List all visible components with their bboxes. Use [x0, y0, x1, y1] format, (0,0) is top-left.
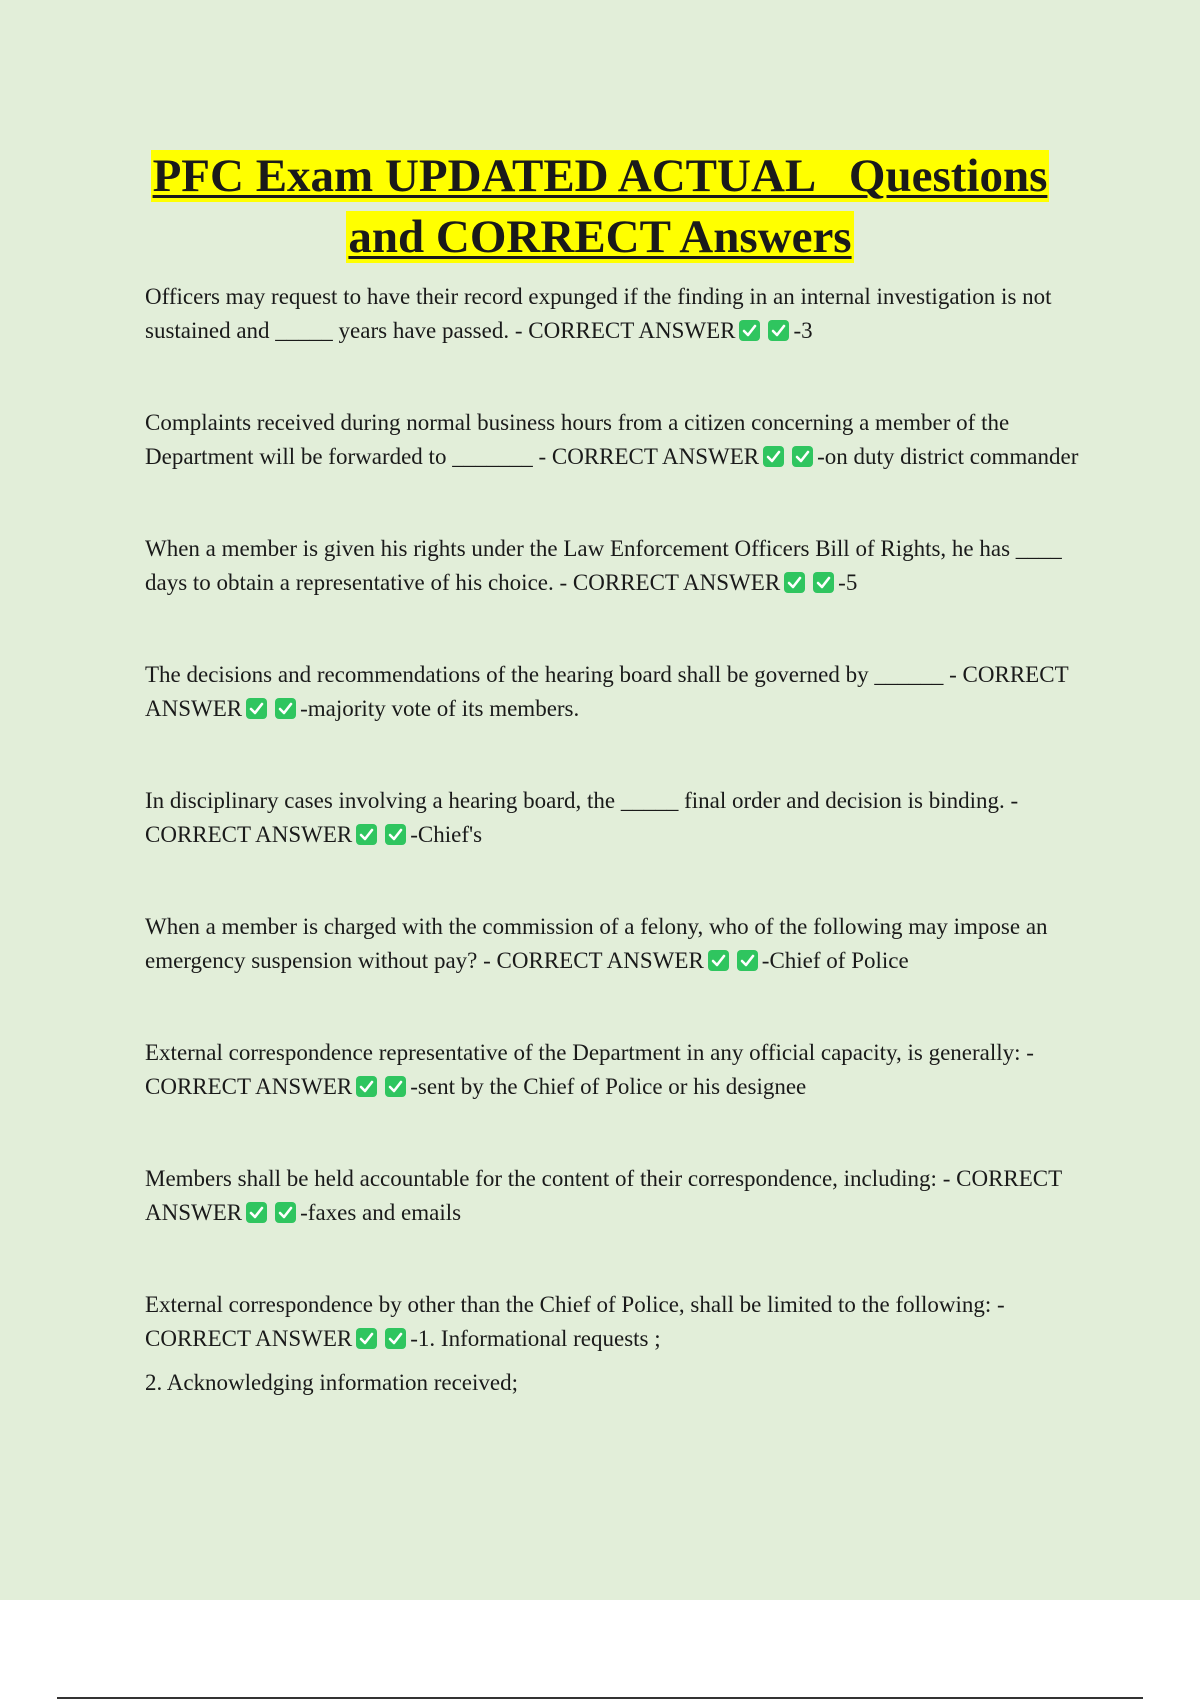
question-text: When a member is given his rights under the Law Enforcement Officers Bill of Rights, he has ____ days to obtain a representative of his choice.: [145, 536, 1062, 595]
question-text: External correspondence representative of the Department in any official capacity, is generally:: [145, 1040, 1021, 1065]
qa-list: [145, 280, 1080, 1458]
check-icon: [708, 950, 729, 971]
answer-marker: - CORRECT ANSWER: [145, 1040, 1034, 1099]
qa-item: [145, 406, 1080, 474]
question-text: Officers may request to have their record expunged if the finding in an internal investigation is not sustained and _____ years have passed.: [145, 284, 1052, 343]
footer-rule: [57, 1697, 1143, 1699]
question-text: In disciplinary cases involving a hearing board, the _____ final order and decision is binding.: [145, 788, 1005, 813]
answer-text: -Chief of Police: [761, 948, 909, 973]
question-text: Members shall be held accountable for the content of their correspondence, including:: [145, 1166, 937, 1191]
answer-text: -majority vote of its members.: [300, 696, 580, 721]
answer-text: -5: [838, 570, 858, 595]
check-icon: [385, 824, 406, 845]
check-icon: [784, 572, 805, 593]
qa-item: [145, 1036, 1080, 1104]
answer-marker: - CORRECT ANSWER: [538, 444, 760, 469]
check-icon: [275, 698, 296, 719]
check-icon: [275, 1202, 296, 1223]
question-text: When a member is charged with the commission of a felony, who of the following may impose an emergency suspension without pay?: [145, 914, 1048, 973]
check-icon: [737, 950, 758, 971]
qa-item: [145, 784, 1080, 852]
check-icon: [813, 572, 834, 593]
question-text: External correspondence by other than the Chief of Police, shall be limited to the following:: [145, 1292, 992, 1317]
qa-item: [145, 1288, 1080, 1400]
check-icon: [739, 320, 760, 341]
answer-extra-line: 2. Acknowledging information received;: [145, 1370, 519, 1395]
answer-text: -1. Informational requests ;: [410, 1326, 661, 1351]
answer-marker: - CORRECT ANSWER: [145, 788, 1019, 847]
question-text: Complaints received during normal business hours from a citizen concerning a member of the Department will be forwarded to _______: [145, 410, 1010, 469]
answer-marker: - CORRECT ANSWER: [559, 570, 781, 595]
qa-item: [145, 658, 1080, 726]
document-title: [0, 146, 1200, 268]
title-line-2: and CORRECT Answers: [348, 211, 852, 263]
check-icon: [356, 1328, 377, 1349]
check-icon: [385, 1076, 406, 1097]
check-icon: [356, 824, 377, 845]
answer-text: -on duty district commander: [817, 444, 1079, 469]
qa-item: [145, 532, 1080, 600]
title-line-1: PFC Exam UPDATED ACTUAL Questions: [152, 150, 1048, 202]
answer-text: -sent by the Chief of Police or his designee: [410, 1074, 807, 1099]
answer-marker: - CORRECT ANSWER: [145, 662, 1069, 721]
answer-marker: - CORRECT ANSWER: [514, 318, 736, 343]
check-icon: [356, 1076, 377, 1097]
check-icon: [246, 698, 267, 719]
question-text: The decisions and recommendations of the hearing board shall be governed by ______: [145, 662, 944, 687]
answer-text: -Chief's: [410, 822, 483, 847]
check-icon: [768, 320, 789, 341]
answer-text: -faxes and emails: [300, 1200, 462, 1225]
check-icon: [385, 1328, 406, 1349]
qa-item: [145, 910, 1080, 978]
check-icon: [246, 1202, 267, 1223]
qa-item: [145, 280, 1080, 348]
answer-marker: - CORRECT ANSWER: [483, 948, 704, 973]
answer-text: -3: [793, 318, 813, 343]
qa-item: [145, 1162, 1080, 1230]
answer-marker: - CORRECT ANSWER: [145, 1166, 1062, 1225]
check-icon: [792, 446, 813, 467]
answer-marker: - CORRECT ANSWER: [145, 1292, 1005, 1351]
check-icon: [763, 446, 784, 467]
